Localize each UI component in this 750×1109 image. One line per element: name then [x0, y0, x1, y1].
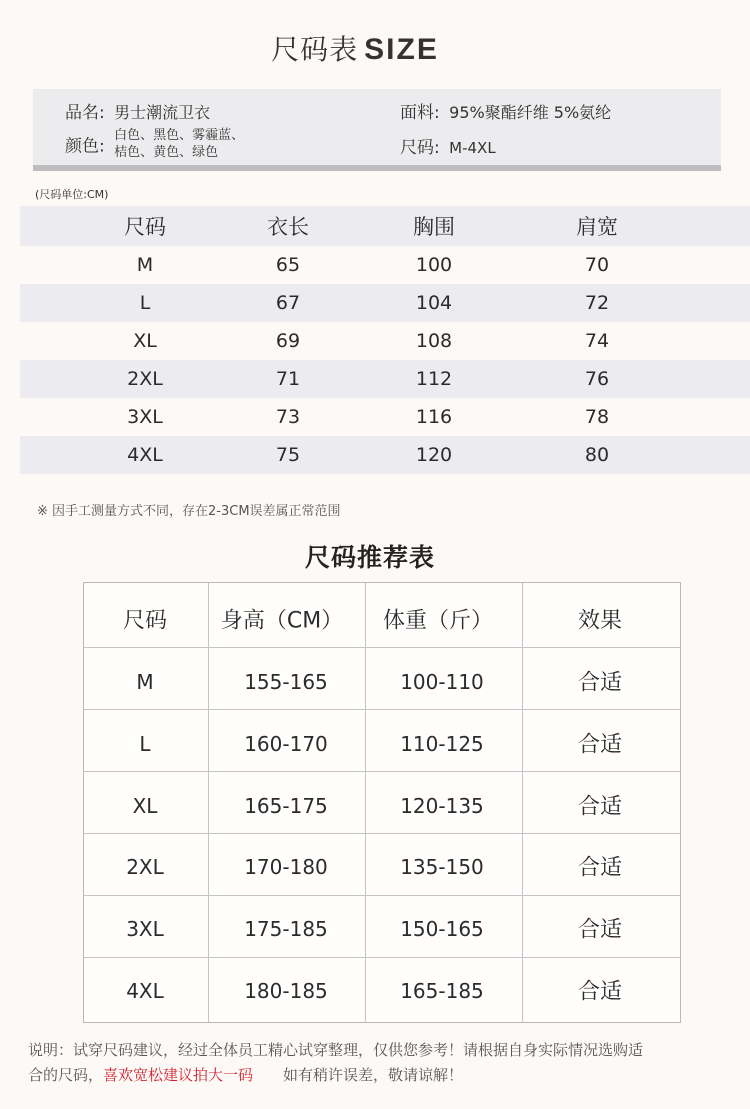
recommend-cell: 3XL: [126, 917, 164, 941]
footer-description: [28, 1038, 728, 1088]
recommend-cell: 合适: [577, 732, 623, 758]
recommend-header-height: 身高（CM）: [220, 608, 344, 634]
size-table: [20, 206, 750, 474]
product-info-panel: [33, 89, 721, 165]
row-divider: [84, 957, 680, 958]
recommend-cell: M: [136, 670, 154, 694]
recommend-cell: 合适: [577, 670, 623, 696]
recommend-cell: 合适: [577, 917, 623, 943]
product-name: 品名: 男士潮流卫衣: [65, 103, 211, 123]
recommend-cell: 合适: [577, 794, 623, 820]
table-row: 2XL 71 112 76: [20, 360, 750, 398]
recommend-cell: 合适: [577, 855, 623, 881]
measurement-note: ※ 因手工测量方式不同，存在2-3CM误差属正常范围: [37, 504, 341, 519]
footer-line-2: 合的尺码，喜欢宽松建议拍大一码 如有稍许误差，敬请谅解！: [28, 1066, 464, 1084]
size-table-header: 尺码 衣长 胸围 肩宽: [20, 206, 750, 246]
recommend-header-fit: 效果: [577, 608, 623, 634]
table-row: 4XL 75 120 80: [20, 436, 750, 474]
recommend-cell: 100-110: [400, 670, 484, 694]
recommend-cell: 110-125: [400, 732, 484, 756]
recommend-cell: L: [139, 732, 151, 756]
recommend-header-weight: 体重（斤）: [382, 608, 494, 634]
recommend-cell: 4XL: [126, 979, 164, 1003]
recommend-cell: 2XL: [126, 855, 164, 879]
color-line-2: 桔色、黄色、绿色: [114, 145, 219, 160]
row-divider: [84, 833, 680, 834]
recommend-title: 尺码推荐表: [304, 543, 435, 572]
recommend-cell: XL: [132, 794, 158, 818]
title-en: SIZE: [364, 33, 439, 66]
recommend-cell: 175-185: [244, 917, 328, 941]
recommend-cell: 165-175: [244, 794, 328, 818]
product-size-range: 尺码: M-4XL: [400, 138, 496, 158]
table-row: L 67 104 72: [20, 284, 750, 322]
title-cn: 尺码表: [271, 33, 359, 66]
color-line-1: 白色、黑色、雾霾蓝、: [114, 128, 245, 143]
row-divider: [84, 771, 680, 772]
recommend-cell: 120-135: [400, 794, 484, 818]
recommend-cell: 合适: [577, 979, 623, 1005]
recommend-cell: 165-185: [400, 979, 484, 1003]
row-divider: [84, 647, 680, 648]
size-unit-label: (尺码单位:CM): [35, 188, 109, 201]
recommend-cell: 170-180: [244, 855, 328, 879]
product-colors: 颜色: 白色、黑色、雾霾蓝、 桔色、黄色、绿色: [65, 128, 245, 160]
info-divider: [33, 165, 721, 171]
recommend-header-size: 尺码: [122, 608, 168, 634]
table-row: XL 69 108 74: [133, 330, 610, 352]
recommend-cell: 160-170: [244, 732, 328, 756]
page-title: [0, 28, 710, 68]
table-row: M 65 100 70: [136, 254, 610, 276]
table-row: 3XL 73 116 78: [127, 406, 610, 428]
row-divider: [84, 895, 680, 896]
recommend-cell: 180-185: [244, 979, 328, 1003]
product-fabric: 面料: 95%聚酯纤维 5%氨纶: [400, 103, 612, 123]
row-divider: [84, 709, 680, 710]
recommend-cell: 135-150: [400, 855, 484, 879]
recommend-cell: 155-165: [244, 670, 328, 694]
recommend-table: [83, 582, 681, 1023]
recommend-cell: 150-165: [400, 917, 484, 941]
footer-line-1: 说明：试穿尺码建议，经过全体员工精心试穿整理，仅供您参考！请根据自身实际情况选购适: [28, 1041, 644, 1059]
footer-highlight: 喜欢宽松建议拍大一码: [103, 1066, 254, 1084]
